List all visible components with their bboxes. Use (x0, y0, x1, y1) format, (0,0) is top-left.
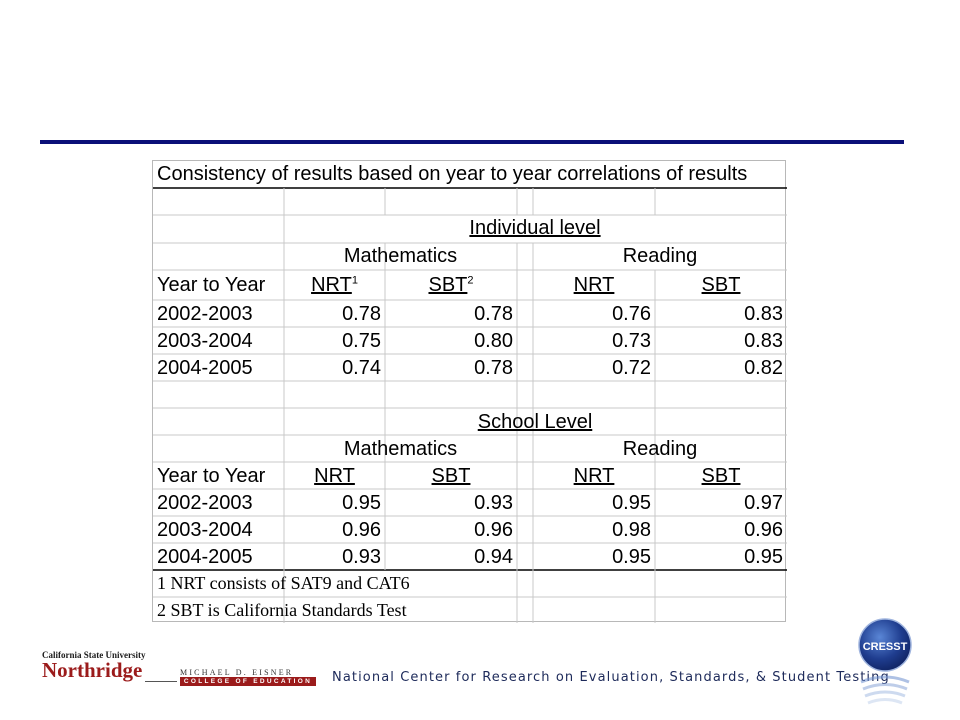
csun-logo-subtitle: California State University (42, 650, 146, 660)
col-nrt-math-school: NRT (314, 465, 355, 487)
row-header-individual: Year to Year (157, 274, 266, 296)
row-year: 2002-2003 (157, 492, 253, 514)
col-nrt-reading-individual: NRT (573, 274, 615, 296)
cell-value: 0.95 (612, 492, 651, 514)
cell-value: 0.75 (342, 330, 381, 352)
cell-value: 0.95 (342, 492, 381, 514)
cell-value: 0.98 (612, 519, 651, 541)
col-sbt-math-school: SBT (431, 465, 471, 487)
cell-value: 0.93 (342, 546, 381, 568)
cell-value: 0.95 (612, 546, 651, 568)
logo-divider (145, 681, 177, 682)
cell-value: 0.94 (474, 546, 513, 568)
correlation-table (152, 160, 786, 622)
cell-value: 0.97 (744, 492, 783, 514)
cell-value: 0.83 (744, 303, 783, 325)
row-header-school: Year to Year (157, 465, 266, 487)
row-year: 2002-2003 (157, 303, 253, 325)
cell-value: 0.96 (474, 519, 513, 541)
reading-header-school: Reading (622, 438, 698, 460)
footnote-1: 1 NRT consists of SAT9 and CAT6 (157, 573, 410, 593)
cell-value: 0.72 (612, 357, 651, 379)
cell-value: 0.78 (342, 303, 381, 325)
row-year: 2003-2004 (157, 519, 253, 541)
col-sbt-math-individual: SBT$^2$ (428, 274, 474, 296)
row-year: 2004-2005 (157, 546, 253, 568)
cell-value: 0.78 (474, 357, 513, 379)
individual-level-header: Individual level (469, 217, 601, 239)
eisner-name: MICHAEL D. EISNER (180, 668, 294, 677)
col-nrt-reading-school: NRT (573, 465, 615, 487)
cell-value: 0.96 (744, 519, 783, 541)
cell-value: 0.82 (744, 357, 783, 379)
col-sbt-reading-individual: SBT (701, 274, 741, 296)
center-name-text: National Center for Research on Evaluation, Standards, & Student Testing (332, 670, 890, 685)
cell-value: 0.95 (744, 546, 783, 568)
cell-value: 0.83 (744, 330, 783, 352)
row-year: 2003-2004 (157, 330, 253, 352)
cell-value: 0.78 (474, 303, 513, 325)
cell-value: 0.73 (612, 330, 651, 352)
title-divider-rule (40, 140, 904, 144)
reading-header-individual: Reading (622, 245, 698, 267)
math-header-school: Mathematics (343, 438, 458, 460)
cresst-logo (855, 616, 915, 716)
math-header-individual: Mathematics (343, 245, 458, 267)
cell-value: 0.96 (342, 519, 381, 541)
table-title: Consistency of results based on year to year correlations of results (157, 163, 748, 185)
cell-value: 0.74 (342, 357, 381, 379)
school-level-header: School Level (477, 411, 593, 433)
row-year: 2004-2005 (157, 357, 253, 379)
cell-value: 0.93 (474, 492, 513, 514)
csun-logo-name: Northridge (42, 658, 143, 682)
eisner-college-logo (180, 668, 316, 688)
col-nrt-math-individual: NRT$^1$ (311, 274, 358, 296)
footnote-2: 2 SBT is California Standards Test (157, 600, 407, 620)
cell-value: 0.76 (612, 303, 651, 325)
cresst-logo-text: CRESST (862, 641, 908, 653)
cell-value: 0.80 (474, 330, 513, 352)
cresst-reflection-icon (861, 677, 909, 703)
col-sbt-reading-school: SBT (701, 465, 741, 487)
eisner-college-bar: COLLEGE OF EDUCATION (180, 677, 316, 686)
